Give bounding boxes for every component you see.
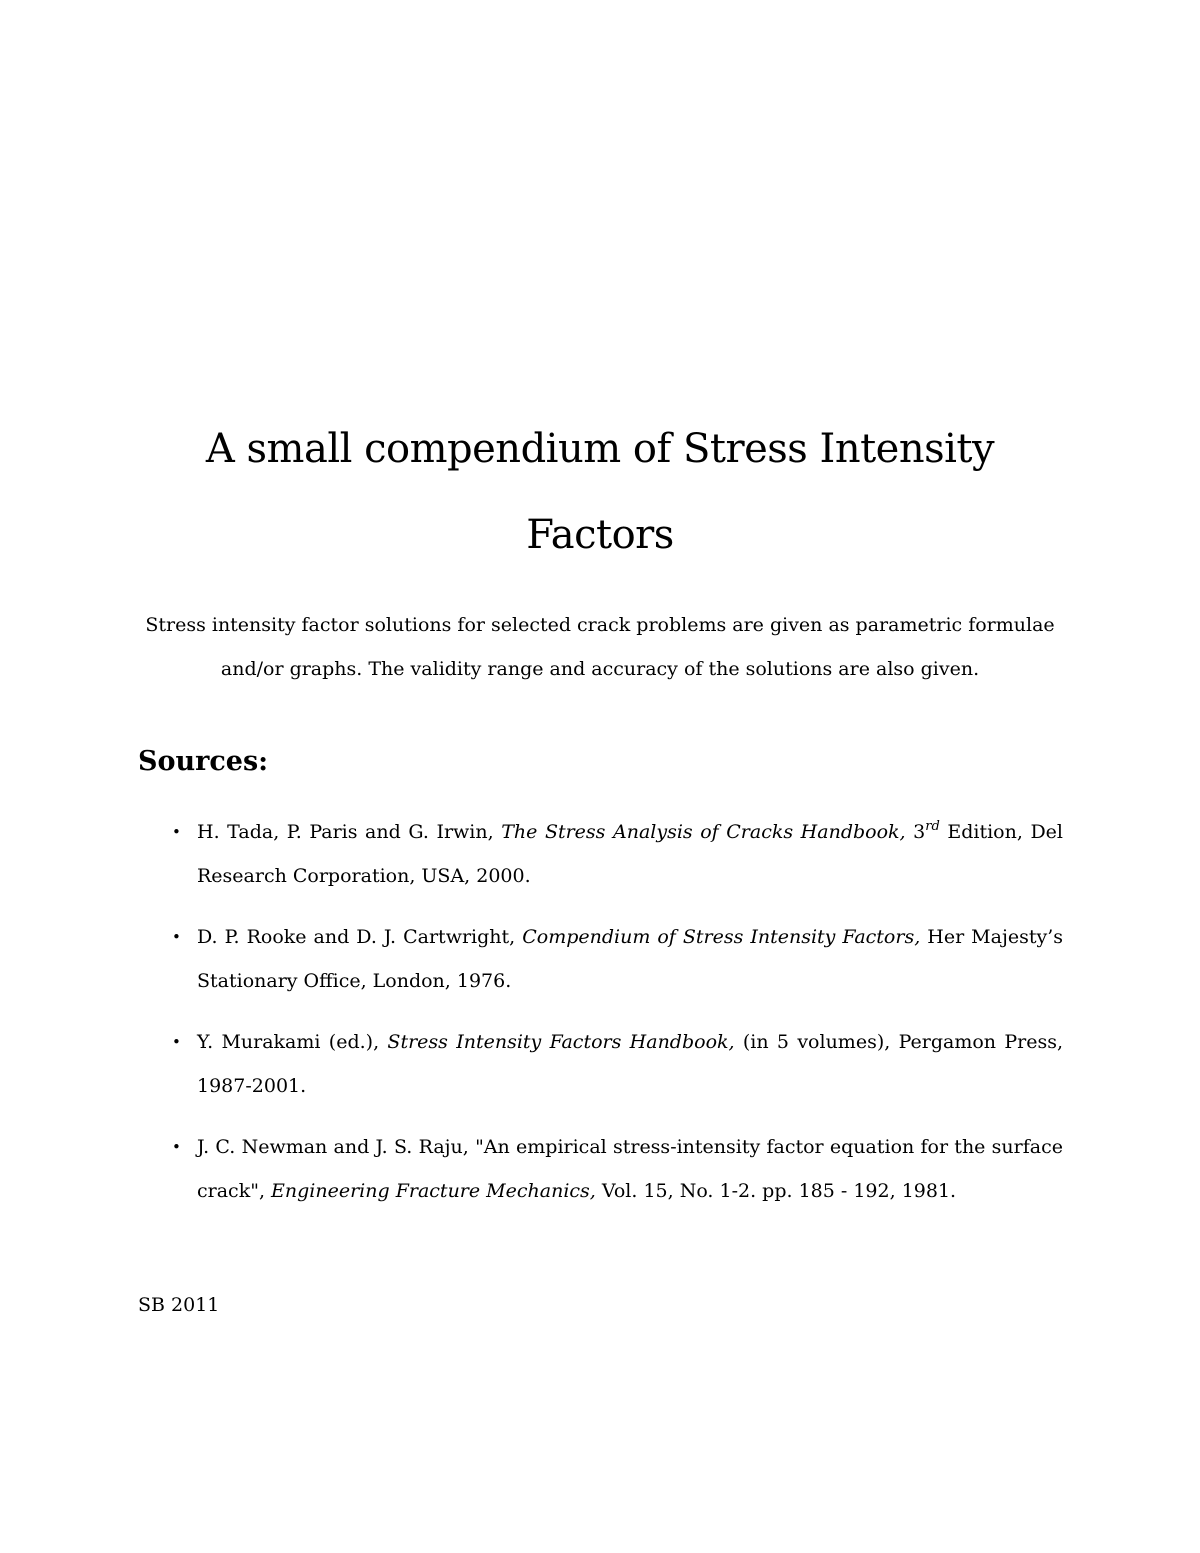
abstract-paragraph: Stress intensity factor solutions for selected crack problems are given as parametric formulae and/or graphs. The validity range and accuracy of the solutions are also given. [145, 614, 1055, 680]
source-item [168, 810, 1063, 898]
source-publisher: Edition, Del Research Corporation, USA, 2000. [197, 821, 1063, 887]
source-title: Engineering Fracture Mechanics, [271, 1180, 596, 1202]
bullet-icon: • [172, 823, 181, 841]
source-edition-number: 3 [905, 821, 926, 843]
bullet-icon: • [172, 1033, 181, 1051]
sources-list [168, 810, 1063, 1230]
source-item [168, 1020, 1063, 1108]
source-authors: Y. Murakami (ed.), [197, 1031, 388, 1053]
source-authors: D. P. Rooke and D. J. Cartwright, [197, 926, 523, 948]
source-publisher: (in 5 volumes), Pergamon Press, 1987-2001. [197, 1031, 1063, 1097]
source-edition-suffix: rd [925, 819, 940, 834]
source-title: The Stress Analysis of Cracks Handbook, [501, 821, 906, 843]
source-title: Compendium of Stress Intensity Factors, [522, 926, 921, 948]
source-publisher: Her Majesty’s Stationary Office, London, 1976. [197, 926, 1063, 992]
source-item [168, 1125, 1063, 1213]
sources-heading: Sources: [138, 746, 269, 777]
bullet-icon: • [172, 928, 181, 946]
source-authors: J. C. Newman and J. S. Raju, "An empirical stress-intensity factor equation for the surface crack", [197, 1136, 1063, 1202]
source-authors: H. Tada, P. Paris and G. Irwin, [197, 821, 502, 843]
source-title: Stress Intensity Factors Handbook, [387, 1031, 735, 1053]
document-title: A small compendium of Stress Intensity Factors [205, 426, 995, 558]
bullet-icon: • [172, 1138, 181, 1156]
source-publisher: Vol. 15, No. 1-2. pp. 185 - 192, 1981. [595, 1180, 957, 1202]
footer-note: SB 2011 [138, 1294, 220, 1316]
source-item [168, 915, 1063, 1003]
